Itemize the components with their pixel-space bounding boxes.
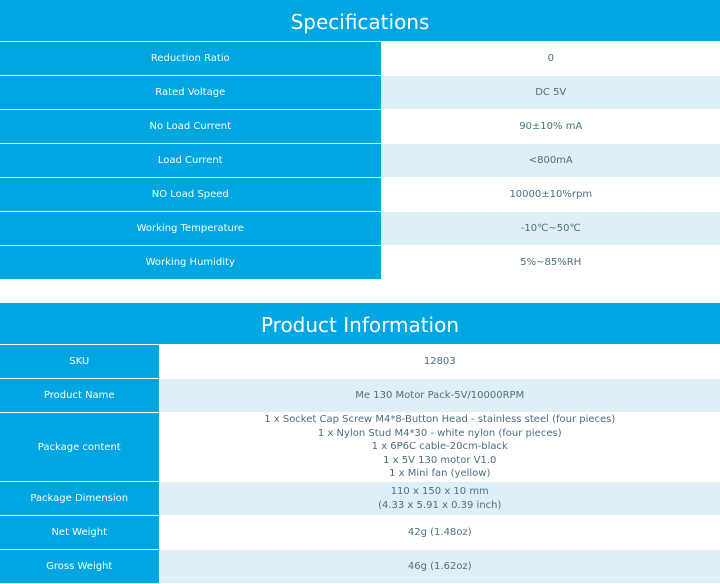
spec-label: Rated Voltage [0,76,381,110]
specifications-title: Specifications [0,0,720,42]
sku-value: 12803 [159,345,720,379]
product-name-value: Me 130 Motor Pack-5V/10000RPM [159,379,720,413]
sku-label: SKU [0,345,159,379]
spec-row [0,246,720,280]
package-dimension-label: Package Dimension [0,482,159,516]
package-dimension-value [159,482,720,516]
spec-row [0,212,720,246]
sku-row [0,345,720,379]
spec-label: NO Load Speed [0,178,381,212]
spec-value: DC 5V [381,76,720,110]
spec-row [0,76,720,110]
spec-value: 90±10% mA [381,110,720,144]
specifications-table [0,42,720,280]
product-name-row [0,379,720,413]
spec-row [0,42,720,76]
gross-weight-value: 46g (1.62oz) [159,550,720,584]
spec-label: Working Temperature [0,212,381,246]
specifications-section [0,0,720,280]
package-content-row [0,413,720,482]
net-weight-value: 42g (1.48oz) [159,516,720,550]
net-weight-row [0,516,720,550]
spec-value: <800mA [381,144,720,178]
package-content-label: Package content [0,413,159,482]
package-item: 1 x Mini fan (yellow) [160,467,720,481]
spec-value: 5%~85%RH [381,246,720,280]
spec-label: Load Current [0,144,381,178]
gross-weight-row [0,550,720,584]
package-dimension-row [0,482,720,516]
spec-label: No Load Current [0,110,381,144]
package-item: 1 x Socket Cap Screw M4*8-Button Head - stainless steel (four pieces) [160,413,720,427]
product-information-section [0,303,720,584]
package-item: 1 x 5V 130 motor V1.0 [160,454,720,468]
net-weight-label: Net Weight [0,516,159,550]
gross-weight-label: Gross Weight [0,550,159,584]
spec-value: -10℃~50℃ [381,212,720,246]
product-information-table [0,345,720,584]
product-name-label: Product Name [0,379,159,413]
package-item: 1 x Nylon Stud M4*30 - white nylon (four pieces) [160,427,720,441]
dimension-mm: 110 x 150 x 10 mm [160,485,720,499]
spec-row [0,110,720,144]
spec-row [0,144,720,178]
spec-value: 10000±10%rpm [381,178,720,212]
spec-row [0,178,720,212]
spec-label: Reduction Ratio [0,42,381,76]
spec-label: Working Humidity [0,246,381,280]
spec-value: 0 [381,42,720,76]
package-content-value [159,413,720,482]
product-information-title: Product Information [0,303,720,345]
dimension-inch: (4.33 x 5.91 x 0.39 inch) [160,499,720,513]
package-item: 1 x 6P6C cable-20cm-black [160,440,720,454]
